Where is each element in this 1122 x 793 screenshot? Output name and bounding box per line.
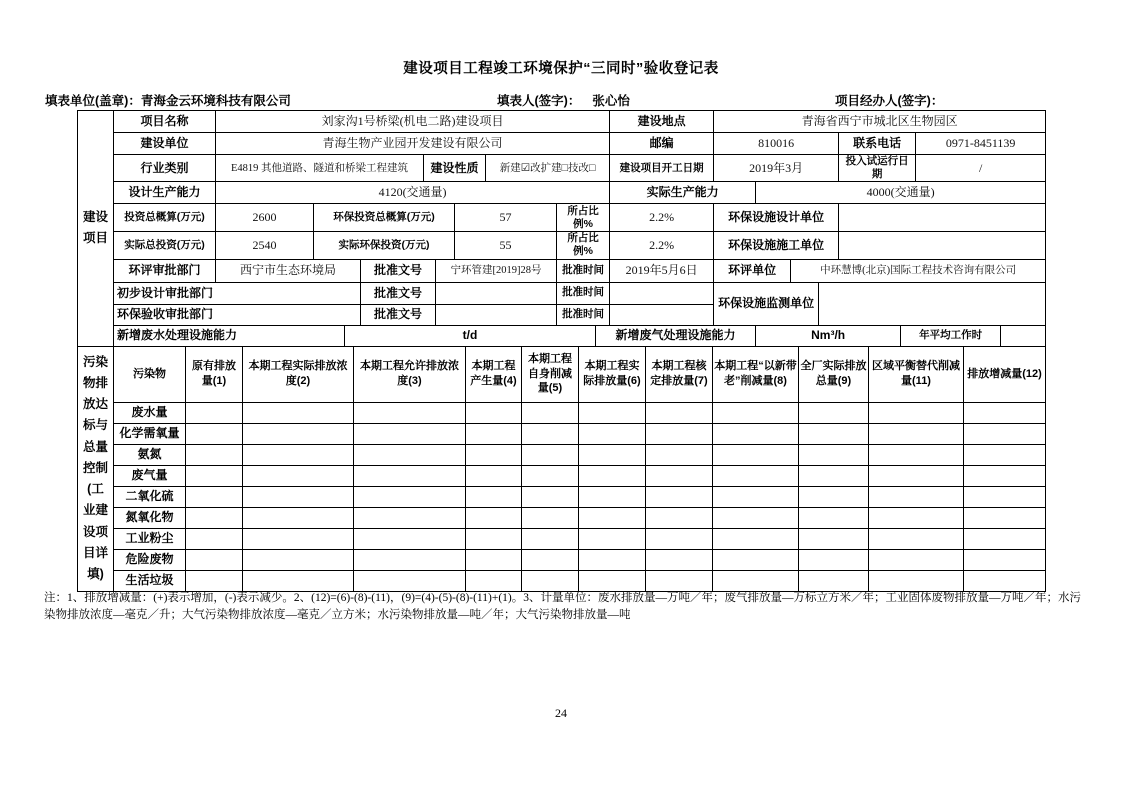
pollutant-col-header-7: 本期工程实际排放量(6): [579, 346, 646, 402]
pollutant-col-header-4: 本期工程允许排放浓度(3): [354, 346, 466, 402]
pollutant-col-header-11: 区域平衡替代削减量(11): [869, 346, 964, 402]
construction-unit-label: 建设单位: [114, 133, 216, 155]
pollutant-data-cell: [354, 402, 466, 423]
pollutant-data-cell: [799, 444, 869, 465]
new-wastewater-capacity-label: 新增废水处理设施能力: [114, 325, 345, 346]
pollutant-data-cell: [869, 507, 964, 528]
preliminary-design-approval-dept-label: 初步设计审批部门: [114, 282, 361, 304]
pollutant-data-cell: [522, 486, 579, 507]
new-wastewater-capacity-unit: t/d: [345, 325, 596, 346]
eia-approval-dept-value: 西宁市生态环境局: [216, 259, 361, 282]
pollutant-data-cell: [646, 465, 713, 486]
acceptance-doc-no-label: 批准文号: [361, 304, 436, 325]
annual-working-hours-label: 年平均工作时: [901, 325, 1001, 346]
pollutant-data-cell: [186, 423, 243, 444]
pollutant-data-cell: [713, 507, 799, 528]
pollutant-data-cell: [243, 570, 354, 591]
construction-nature-label: 建设性质: [424, 155, 486, 182]
env-facility-design-unit-label: 环保设施设计单位: [714, 204, 839, 232]
industry-category-value: E4819 其他道路、隧道和桥梁工程建筑: [216, 155, 424, 182]
construction-site-label: 建设地点: [610, 111, 714, 133]
pollutant-data-cell: [354, 423, 466, 444]
pollutant-data-cell: [466, 465, 522, 486]
pollutant-data-cell: [186, 507, 243, 528]
pollutant-row-label: 二氧化硫: [114, 486, 186, 507]
start-date-value: 2019年3月: [714, 155, 839, 182]
pollutant-data-cell: [799, 423, 869, 444]
pollutant-data-cell: [243, 486, 354, 507]
pollutant-data-cell: [466, 570, 522, 591]
pollutant-col-header-5: 本期工程产生量(4): [466, 346, 522, 402]
pollutant-col-header-10: 全厂实际排放总量(9): [799, 346, 869, 402]
pollutant-data-cell: [869, 486, 964, 507]
fill-unit-value: 青海金云环境科技有限公司: [140, 94, 291, 108]
preliminary-doc-no-value: [436, 282, 557, 304]
pollutant-data-cell: [713, 486, 799, 507]
eia-approval-time-value: 2019年5月6日: [610, 259, 714, 282]
pollutant-data-cell: [186, 486, 243, 507]
pollutant-row-label: 生活垃圾: [114, 570, 186, 591]
env-investment-budget-value: 57: [455, 204, 557, 232]
pollutant-data-cell: [579, 486, 646, 507]
eia-doc-no-value: 宁环管建[2019]28号: [436, 259, 557, 282]
pollutant-data-cell: [713, 570, 799, 591]
pollutant-data-cell: [646, 507, 713, 528]
page-number: 24: [555, 706, 567, 720]
project-agent-field: [835, 91, 955, 109]
trial-run-date-value: /: [916, 155, 1046, 182]
pollutant-data-cell: [354, 549, 466, 570]
preliminary-approval-time-value: [610, 282, 714, 304]
actual-ratio-label: 所占比例%: [557, 232, 610, 259]
eia-doc-no-label: 批准文号: [361, 259, 436, 282]
section-b-side-label: 污染物排放达标与总量控制(工业建设项目详填): [78, 346, 114, 591]
env-acceptance-approval-dept-label: 环保验收审批部门: [114, 304, 361, 325]
postcode-value: 810016: [714, 133, 839, 155]
pollutant-data-cell: [646, 549, 713, 570]
pollutant-data-cell: [522, 465, 579, 486]
pollutant-data-cell: [354, 507, 466, 528]
pollutant-data-cell: [869, 402, 964, 423]
pollutant-data-cell: [964, 423, 1046, 444]
pollutant-data-cell: [522, 423, 579, 444]
form-header-line: [0, 91, 1122, 107]
phone-value: 0971-8451139: [916, 133, 1046, 155]
pollutant-data-cell: [522, 549, 579, 570]
pollutant-col-header-12: 排放增减量(12): [964, 346, 1046, 402]
construction-site-value: 青海省西宁市城北区生物园区: [714, 111, 1046, 133]
eia-approval-dept-label: 环评审批部门: [114, 259, 216, 282]
pollutant-data-cell: [243, 528, 354, 549]
pollutant-data-cell: [522, 402, 579, 423]
total-investment-budget-label: 投资总概算(万元): [114, 204, 216, 232]
env-facility-monitoring-unit-value: [819, 282, 1046, 325]
acceptance-approval-time-value: [610, 304, 714, 325]
pollutant-data-cell: [713, 423, 799, 444]
pollutant-data-cell: [799, 528, 869, 549]
env-facility-construction-unit-value: [839, 232, 1046, 259]
pollutant-data-cell: [243, 423, 354, 444]
new-waste-gas-capacity-label: 新增废气处理设施能力: [596, 325, 756, 346]
fill-person-label: 填表人(签字)：: [497, 94, 581, 108]
env-facility-design-unit-value: [839, 204, 1046, 232]
eia-unit-label: 环评单位: [714, 259, 791, 282]
eia-unit-value: 中环慧博(北京)国际工程技术咨询有限公司: [791, 259, 1046, 282]
pollutant-data-cell: [186, 528, 243, 549]
pollutant-data-cell: [579, 570, 646, 591]
pollutant-data-cell: [466, 423, 522, 444]
pollutant-data-cell: [799, 465, 869, 486]
pollutant-data-cell: [579, 444, 646, 465]
pollutant-data-cell: [522, 507, 579, 528]
pollutant-data-cell: [579, 465, 646, 486]
fill-unit-field: [45, 91, 291, 109]
project-name-label: 项目名称: [114, 111, 216, 133]
pollutant-data-cell: [579, 423, 646, 444]
start-date-label: 建设项目开工日期: [610, 155, 714, 182]
phone-label: 联系电话: [839, 133, 916, 155]
env-facility-construction-unit-label: 环保设施施工单位: [714, 232, 839, 259]
pollutant-data-cell: [646, 570, 713, 591]
pollutant-data-cell: [243, 465, 354, 486]
industry-category-label: 行业类别: [114, 155, 216, 182]
pollutant-data-cell: [354, 465, 466, 486]
pollutant-data-cell: [466, 486, 522, 507]
pollutant-data-cell: [869, 528, 964, 549]
pollutant-row-label: 氮氧化物: [114, 507, 186, 528]
pollutant-data-cell: [799, 486, 869, 507]
pollutant-data-cell: [869, 549, 964, 570]
pollutant-data-cell: [466, 549, 522, 570]
pollutant-data-cell: [964, 528, 1046, 549]
construction-unit-value: 青海生物产业园开发建设有限公司: [216, 133, 610, 155]
footnotes: 注：1、排放增减量：(+)表示增加，(-)表示减少。2、(12)=(6)-(8)-(11)，(9)=(4)-(5)-(8)-(11)+(1)。3、计量单位：废水排放量—万吨／年；废气排放量—万标立方米／年；工业固体废物排放量—万吨／年；水污染物排放浓度—毫克／升；大气污染物排放浓度—毫克／立方米；水污染物排放量—吨／年；大气污染物排放量—吨: [44, 592, 1081, 621]
pollutant-data-cell: [579, 402, 646, 423]
pollutant-data-cell: [186, 549, 243, 570]
pollutant-data-cell: [869, 444, 964, 465]
pollutant-data-cell: [799, 402, 869, 423]
pollutant-data-cell: [466, 402, 522, 423]
pollutant-data-cell: [354, 528, 466, 549]
pollutant-data-cell: [964, 507, 1046, 528]
pollutant-data-cell: [646, 528, 713, 549]
pollutant-data-cell: [799, 570, 869, 591]
trial-run-date-label: 投入试运行日期: [839, 155, 916, 182]
env-facility-monitoring-unit-label: 环保设施监测单位: [714, 282, 819, 325]
pollutant-data-cell: [964, 549, 1046, 570]
pollutant-data-cell: [579, 507, 646, 528]
budget-ratio-label: 所占比例%: [557, 204, 610, 232]
env-investment-budget-label: 环保投资总概算(万元): [314, 204, 455, 232]
pollutant-data-cell: [869, 423, 964, 444]
pollutant-col-header-3: 本期工程实际排放浓度(2): [243, 346, 354, 402]
pollutant-data-cell: [522, 528, 579, 549]
pollutant-data-cell: [964, 465, 1046, 486]
pollutant-row-label: 危险废物: [114, 549, 186, 570]
fill-person-field: [497, 91, 630, 109]
design-capacity-value: 4120(交通量): [216, 182, 610, 204]
actual-capacity-label: 实际生产能力: [610, 182, 756, 204]
pollutant-data-cell: [579, 528, 646, 549]
pollutant-row-label: 废气量: [114, 465, 186, 486]
pollutant-row-label: 化学需氧量: [114, 423, 186, 444]
construction-nature-checkboxes: 新建☑改扩建□技改□: [486, 155, 610, 182]
pollutant-col-header-9: 本期工程“以新带老”削减量(8): [713, 346, 799, 402]
pollutant-data-cell: [186, 444, 243, 465]
pollutant-data-cell: [713, 402, 799, 423]
pollutant-data-cell: [964, 444, 1046, 465]
pollutant-data-cell: [713, 528, 799, 549]
pollutant-row-label: 工业粉尘: [114, 528, 186, 549]
pollutant-section: [77, 346, 1045, 592]
pollutant-data-cell: [186, 402, 243, 423]
pollutant-data-cell: [713, 465, 799, 486]
postcode-label: 邮编: [610, 133, 714, 155]
pollutant-row-label: 氨氮: [114, 444, 186, 465]
pollutant-data-cell: [522, 570, 579, 591]
annual-working-hours-value: [1001, 325, 1046, 346]
pollutant-data-cell: [646, 423, 713, 444]
actual-env-investment-label: 实际环保投资(万元): [314, 232, 455, 259]
pollutant-data-cell: [869, 570, 964, 591]
pollutant-col-header-2: 原有排放量(1): [186, 346, 243, 402]
actual-capacity-value: 4000(交通量): [756, 182, 1046, 204]
total-investment-budget-value: 2600: [216, 204, 314, 232]
pollutant-data-cell: [466, 528, 522, 549]
pollutant-data-cell: [186, 570, 243, 591]
pollutant-data-cell: [243, 444, 354, 465]
new-waste-gas-capacity-unit: Nm³/h: [756, 325, 901, 346]
actual-total-investment-label: 实际总投资(万元): [114, 232, 216, 259]
preliminary-doc-no-label: 批准文号: [361, 282, 436, 304]
pollutant-data-cell: [243, 549, 354, 570]
pollutant-data-cell: [466, 444, 522, 465]
pollutant-data-cell: [243, 507, 354, 528]
pollutant-row-label: 废水量: [114, 402, 186, 423]
page-title: 建设项目工程竣工环境保护“三同时”验收登记表: [403, 61, 719, 77]
fill-unit-label: 填表单位(盖章)：: [45, 94, 141, 108]
pollutant-data-cell: [869, 465, 964, 486]
fill-person-value: 张心怡: [592, 94, 630, 108]
pollutant-data-cell: [579, 549, 646, 570]
pollutant-data-cell: [964, 570, 1046, 591]
pollutant-data-cell: [964, 486, 1046, 507]
pollutant-data-cell: [646, 444, 713, 465]
pollutant-data-cell: [713, 444, 799, 465]
design-capacity-label: 设计生产能力: [114, 182, 216, 204]
pollutant-col-header-6: 本期工程自身削减量(5): [522, 346, 579, 402]
pollutant-data-cell: [964, 402, 1046, 423]
project-agent-label: 项目经办人(签字)：: [835, 94, 944, 108]
project-name-value: 刘家沟1号桥梁(机电二路)建设项目: [216, 111, 610, 133]
actual-env-investment-value: 55: [455, 232, 557, 259]
pollutant-data-cell: [354, 570, 466, 591]
pollutant-data-cell: [646, 486, 713, 507]
pollutant-data-cell: [354, 444, 466, 465]
pollutant-data-cell: [713, 549, 799, 570]
pollutant-data-cell: [186, 465, 243, 486]
registration-form-table: [77, 110, 1045, 592]
construction-project-section: [77, 110, 1045, 347]
eia-approval-time-label: 批准时间: [557, 259, 610, 282]
acceptance-doc-no-value: [436, 304, 557, 325]
budget-ratio-value: 2.2%: [610, 204, 714, 232]
pollutant-data-cell: [799, 549, 869, 570]
pollutant-col-header-8: 本期工程核定排放量(7): [646, 346, 713, 402]
pollutant-data-cell: [646, 402, 713, 423]
section-a-side-label: 建设项目: [78, 111, 114, 347]
actual-ratio-value: 2.2%: [610, 232, 714, 259]
actual-total-investment-value: 2540: [216, 232, 314, 259]
pollutant-data-cell: [522, 444, 579, 465]
pollutant-col-header-1: 污染物: [114, 346, 186, 402]
acceptance-approval-time-label: 批准时间: [557, 304, 610, 325]
pollutant-data-cell: [354, 486, 466, 507]
pollutant-data-cell: [466, 507, 522, 528]
preliminary-approval-time-label: 批准时间: [557, 282, 610, 304]
pollutant-data-cell: [799, 507, 869, 528]
pollutant-data-cell: [243, 402, 354, 423]
